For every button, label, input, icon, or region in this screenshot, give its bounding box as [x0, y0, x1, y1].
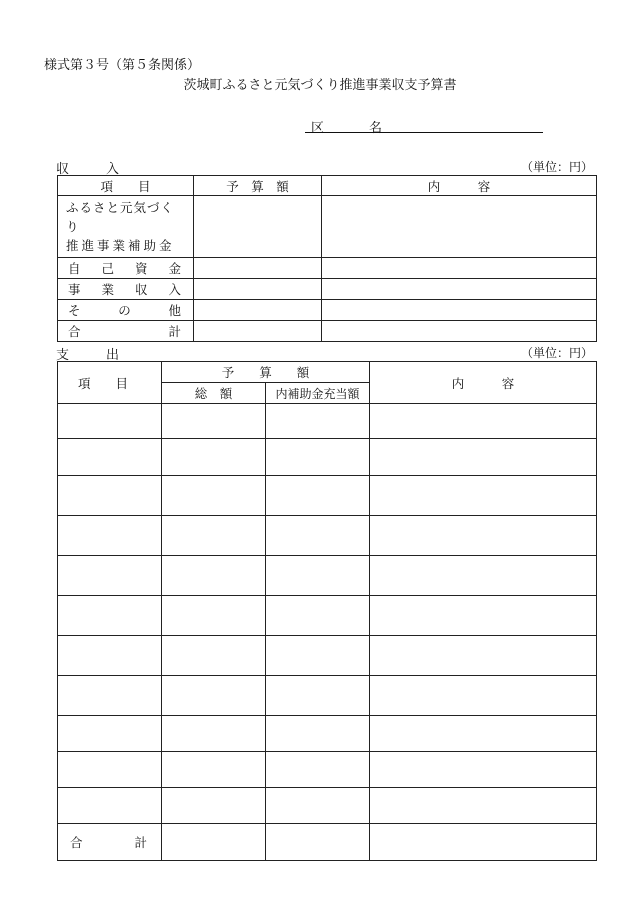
income-content-cell[interactable]	[322, 196, 597, 258]
expense-header-content: 内 容	[370, 362, 597, 404]
expense-subsidy-cell[interactable]	[266, 676, 370, 716]
income-budget-cell[interactable]	[194, 321, 322, 342]
expense-section-label: 支 出	[56, 348, 132, 363]
table-row	[58, 321, 597, 342]
income-content-cell[interactable]	[322, 279, 597, 300]
expense-subsidy-cell[interactable]	[266, 752, 370, 788]
table-row	[58, 716, 597, 752]
expense-item-cell[interactable]	[58, 439, 162, 476]
char: 計	[168, 324, 181, 339]
char: 収	[134, 282, 148, 297]
expense-total-cell[interactable]	[162, 788, 266, 824]
table-row	[58, 636, 597, 676]
expense-content-cell[interactable]	[370, 636, 597, 676]
expense-item-cell[interactable]	[58, 476, 162, 516]
table-row	[58, 258, 597, 279]
char: の	[118, 303, 131, 318]
char: 合	[68, 324, 81, 339]
expense-subsidy-cell[interactable]	[266, 404, 370, 439]
char: 己	[101, 261, 114, 276]
expense-item-cell[interactable]	[58, 788, 162, 824]
char: 他	[168, 303, 181, 318]
income-item-subsidy	[58, 196, 194, 258]
table-row	[58, 516, 597, 556]
income-item-total	[58, 321, 194, 342]
income-content-cell[interactable]	[322, 258, 597, 279]
form-number: 様式第３号（第５条関係）	[44, 58, 201, 73]
table-row	[58, 676, 597, 716]
expense-subsidy-cell[interactable]	[266, 556, 370, 596]
expense-content-cell[interactable]	[370, 404, 597, 439]
expense-table	[57, 361, 597, 861]
expense-subsidy-sum-cell[interactable]	[266, 824, 370, 861]
income-header-content: 内 容	[322, 176, 597, 196]
income-budget-cell[interactable]	[194, 300, 322, 321]
expense-total-cell[interactable]	[162, 676, 266, 716]
expense-subsidy-cell[interactable]	[266, 516, 370, 556]
income-budget-cell[interactable]	[194, 279, 322, 300]
income-header-budget: 予 算 額	[194, 176, 322, 196]
table-row	[58, 476, 597, 516]
table-row	[58, 556, 597, 596]
income-header-item: 項 目	[58, 176, 194, 196]
table-row	[58, 404, 597, 439]
expense-unit-label: （単位：円）	[521, 346, 594, 360]
table-row	[58, 300, 597, 321]
income-content-cell[interactable]	[322, 300, 597, 321]
expense-item-cell[interactable]	[58, 636, 162, 676]
expense-total-cell[interactable]	[162, 752, 266, 788]
document-title: 茨城町ふるさと元気づくり推進事業収支予算書	[183, 78, 457, 93]
expense-content-cell[interactable]	[370, 676, 597, 716]
income-section-label: 収 入	[56, 162, 132, 177]
expense-item-cell[interactable]	[58, 404, 162, 439]
expense-total-cell[interactable]	[162, 476, 266, 516]
income-content-cell[interactable]	[322, 321, 597, 342]
expense-content-cell[interactable]	[370, 439, 597, 476]
income-item-subsidy-line1: ふるさと元気づくり	[66, 200, 175, 234]
expense-content-cell[interactable]	[370, 596, 597, 636]
expense-header-total: 総 額	[162, 383, 266, 404]
expense-content-cell[interactable]	[370, 752, 597, 788]
expense-total-cell[interactable]	[162, 404, 266, 439]
table-row	[58, 196, 597, 258]
expense-subsidy-cell[interactable]	[266, 596, 370, 636]
expense-content-cell[interactable]	[370, 476, 597, 516]
district-name-field[interactable]	[305, 132, 543, 133]
income-item-business	[58, 279, 194, 300]
char: 自	[68, 261, 81, 276]
expense-total-cell[interactable]	[162, 439, 266, 476]
char: 資	[134, 261, 148, 276]
char: 事	[68, 282, 81, 297]
income-budget-cell[interactable]	[194, 196, 322, 258]
district-label: 区 名	[311, 121, 399, 136]
expense-subsidy-cell[interactable]	[266, 439, 370, 476]
expense-total-cell[interactable]	[162, 596, 266, 636]
expense-total-sum-cell[interactable]	[162, 824, 266, 861]
income-item-other	[58, 300, 194, 321]
expense-item-cell[interactable]	[58, 716, 162, 752]
income-table	[57, 175, 597, 342]
expense-content-cell[interactable]	[370, 824, 597, 861]
expense-item-total	[58, 824, 162, 861]
expense-total-cell[interactable]	[162, 516, 266, 556]
char: 合	[70, 835, 83, 850]
expense-item-cell[interactable]	[58, 556, 162, 596]
expense-subsidy-cell[interactable]	[266, 476, 370, 516]
income-item-subsidy-line2: 推進事業補助金	[66, 238, 175, 253]
char: 入	[168, 282, 181, 297]
table-row	[58, 279, 597, 300]
expense-header-item-text: 項 目	[78, 375, 129, 391]
expense-total-cell[interactable]	[162, 716, 266, 752]
expense-subsidy-cell[interactable]	[266, 636, 370, 676]
table-row-total	[58, 824, 597, 861]
expense-item-cell[interactable]	[58, 752, 162, 788]
char: 金	[168, 261, 181, 276]
expense-header-budget: 予 算 額	[162, 362, 370, 383]
table-row	[58, 439, 597, 476]
table-row	[58, 788, 597, 824]
char: そ	[68, 303, 81, 318]
expense-item-cell[interactable]	[58, 596, 162, 636]
expense-content-cell[interactable]	[370, 556, 597, 596]
expense-content-cell[interactable]	[370, 788, 597, 824]
expense-total-cell[interactable]	[162, 556, 266, 596]
char: 計	[134, 835, 147, 850]
expense-content-cell[interactable]	[370, 716, 597, 752]
expense-item-cell[interactable]	[58, 676, 162, 716]
expense-header-subsidy: 内補助金充当額	[266, 383, 370, 404]
income-unit-label: （単位：円）	[521, 160, 594, 174]
expense-item-cell[interactable]	[58, 516, 162, 556]
char: 業	[101, 282, 114, 297]
expense-subsidy-cell[interactable]	[266, 788, 370, 824]
expense-total-cell[interactable]	[162, 636, 266, 676]
table-row	[58, 752, 597, 788]
expense-content-cell[interactable]	[370, 516, 597, 556]
income-item-own-funds	[58, 258, 194, 279]
table-row	[58, 596, 597, 636]
income-budget-cell[interactable]	[194, 258, 322, 279]
expense-header-item	[58, 362, 162, 404]
expense-subsidy-cell[interactable]	[266, 716, 370, 752]
